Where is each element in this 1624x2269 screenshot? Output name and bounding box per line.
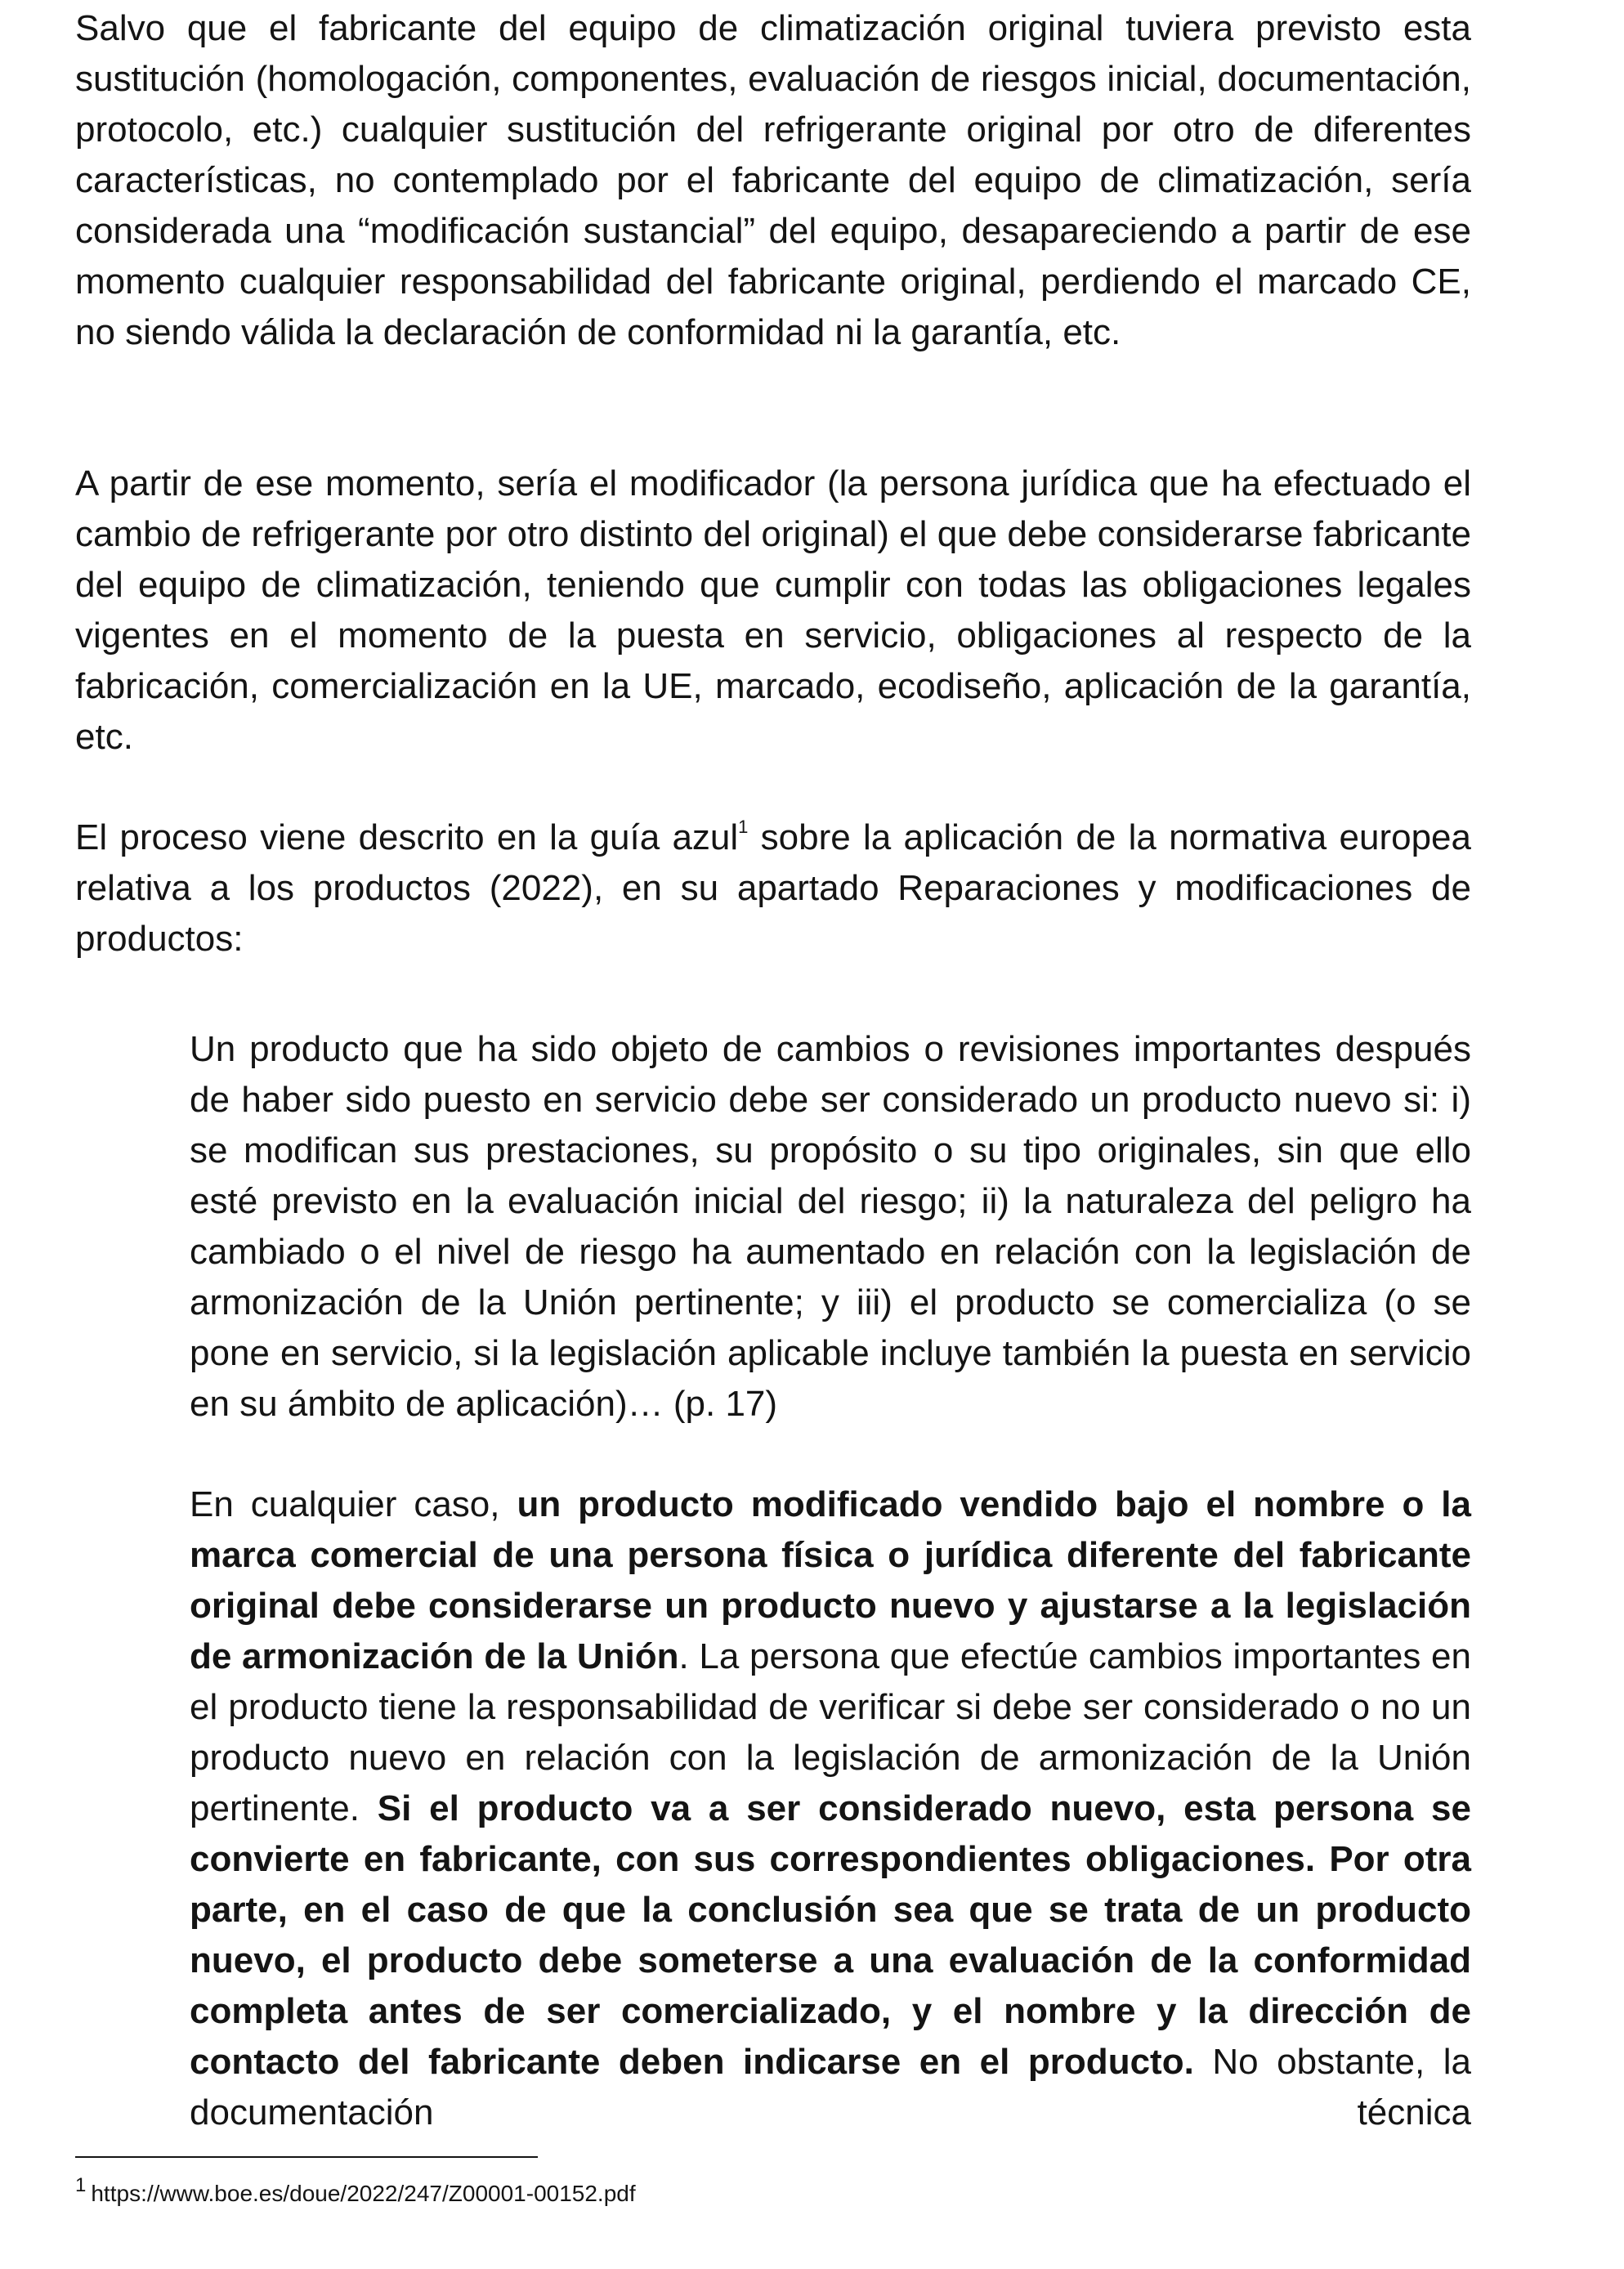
paragraph-blue-guide [75,812,1471,964]
footnote-number: 1 [75,2173,87,2196]
quote-segment-responsibility: . La persona que efectúe cambios importantes en el producto tiene la responsabilidad de verificar si debe ser considerado o no un producto nuevo en relación con la legislación de armonización de la Unión pertinente. [190,1636,1471,1828]
blockquote-new-product-criteria: Un producto que ha sido objeto de cambios o revisiones importantes después de haber sido puesto en servicio debe ser considerado un producto nuevo si: i) se modifican sus prestaciones, su propósito o su tipo originales, sin que ello esté previsto en la evaluación inicial del riesgo; ii) la naturaleza del peligro ha cambiado o el nivel de riesgo ha aumentado en relación con la legislación de armonización de la Unión pertinente; y iii) el producto se comercializa (o se pone en servicio, si la legislación aplicable incluye también la puesta en servicio en su ámbito de aplicación)… (p. 17) [190,1029,1471,1424]
paragraph-blue-guide-start: El proceso viene descrito en la guía azul [75,817,739,857]
quote-segment-intro: En cualquier caso, [190,1484,517,1524]
quote-segment-bold-new-product: un producto modificado vendido bajo el nombre o la marca comercial de una persona física o jurídica diferente del fabricante original debe considerarse un producto nuevo y ajustarse a la legislación de armonización de la Unión [190,1484,1472,1676]
paragraph-blue-guide-end: sobre la aplicación de la normativa europea relativa a los productos (2022), en su apartado Reparaciones y modificaciones de productos: [75,817,1471,959]
footnote [75,2173,636,2210]
quote-segment-technical-doc: No obstante, la documentación técnica [190,2042,1471,2133]
paragraph-modifier-obligations: A partir de ese momento, sería el modificador (la persona jurídica que ha efectuado el cambio de refrigerante por otro distinto del original) el que debe considerarse fabricante del equipo de climatización, teniendo que cumplir con todas las obligaciones legales vigentes en el momento de la puesta en servicio, obligaciones al respecto de la fabricación, comercialización en la UE, marcado, ecodiseño, aplicación de la garantía, etc. [75,463,1471,757]
footnote-reference[interactable]: 1 [738,817,749,838]
paragraph-substitution: Salvo que el fabricante del equipo de climatización original tuviera previsto esta sustitución (homologación, componentes, evaluación de riesgos inicial, documentación, protocolo, etc.) cualquier sustitución del refrigerante original por otro de diferentes características, no contemplado por el fabricante del equipo de climatización, sería considerada una “modificación sustancial” del equipo, desapareciendo a partir de ese momento cualquier responsabilidad del fabricante original, perdiendo el marcado CE, no siendo válida la declaración de conformidad ni la garantía, etc. [75,8,1471,352]
footnote-separator [75,2156,538,2158]
quote-segment-bold-manufacturer: Si el producto va a ser considerado nuevo, esta persona se convierte en fabricante, con sus correspondientes obligaciones. Por otra parte, en el caso de que la conclusión sea que se trata de un producto nuevo, el producto debe someterse a una evaluación de la conformidad completa antes de ser comercializado, y el nombre y la dirección de contacto del fabricante deben indicarse en el producto. [190,1788,1471,2082]
blockquote-modified-product [190,1479,1471,2138]
footnote-link[interactable]: https://www.boe.es/doue/2022/247/Z00001-00152.pdf [91,2181,636,2206]
